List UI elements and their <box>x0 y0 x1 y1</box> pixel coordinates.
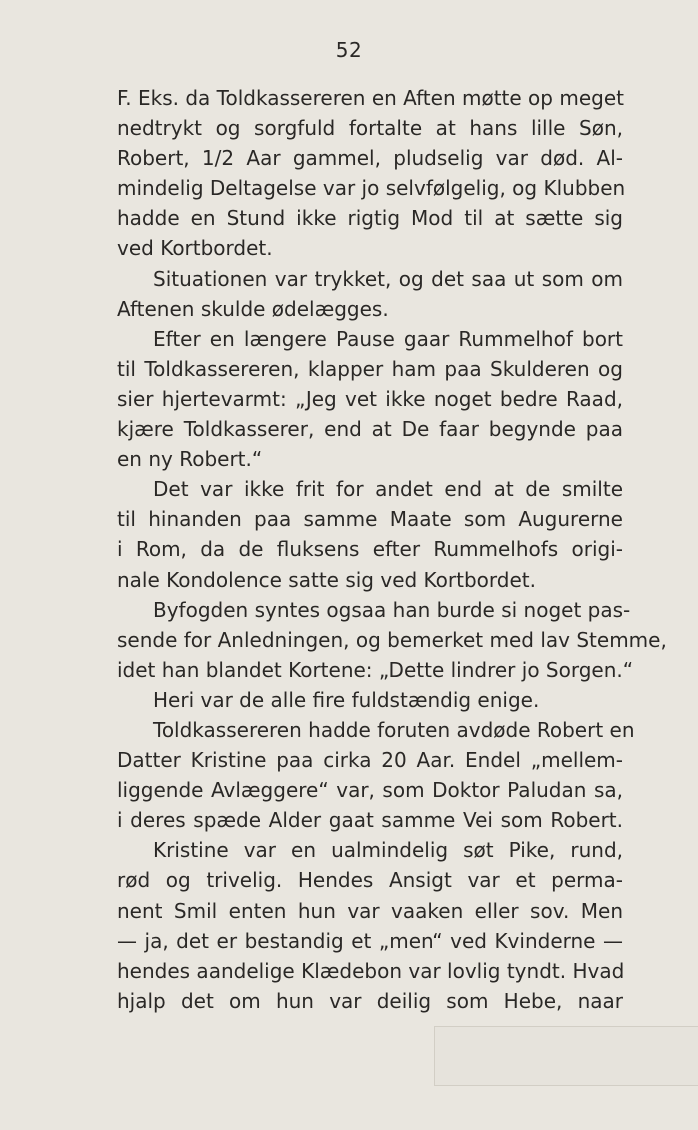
text-line: Kristine var en ualmindelig søt Pike, rund, <box>153 838 623 863</box>
text-line: Datter Kristine paa cirka 20 Aar. Endel „mellem- <box>117 748 623 773</box>
text-line: i Rom, da de fluksens efter Rummelhofs origi- <box>117 537 623 562</box>
text-line: til Toldkassereren, klapper ham paa Skulderen og <box>117 356 623 381</box>
text-line: nedtrykt og sorgfuld fortalte at hans lille Søn, <box>117 116 623 141</box>
text-line: hjalp det om hun var deilig som Hebe, naar <box>117 988 623 1013</box>
text-line: nent Smil enten hun var vaaken eller sov. Men <box>117 898 623 923</box>
scan-margin-box <box>434 1026 698 1086</box>
text-line: F. Eks. da Toldkassereren en Aften møtte op meget <box>117 86 624 110</box>
text-line: Toldkassereren hadde foruten avdøde Robert en <box>153 717 635 742</box>
text-line: kjære Toldkasserer, end at De faar begynde paa <box>117 417 623 442</box>
body-text <box>117 83 667 1016</box>
text-line: i deres spæde Alder gaat samme Vei som Robert. <box>117 808 623 833</box>
text-line: til hinanden paa samme Maate som Augurerne <box>117 507 623 532</box>
text-line: Efter en længere Pause gaar Rummelhof bort <box>153 326 623 351</box>
text-line: — ja, det er bestandig et „men“ ved Kvinderne — <box>117 928 623 953</box>
text-line: liggende Avlæggere“ var, som Doktor Paludan sa, <box>117 778 623 803</box>
page-number: 52 <box>335 38 363 62</box>
text-line: Aftenen skulde ødelægges. <box>117 296 389 321</box>
text-line: mindelig Deltagelse var jo selvfølgelig, og Klubben <box>117 176 626 201</box>
text-line: rød og trivelig. Hendes Ansigt var et perma- <box>117 868 623 893</box>
text-line: sier hjertevarmt: „Jeg vet ikke noget bedre Raad, <box>117 386 623 411</box>
text-line: en ny Robert.“ <box>117 447 263 472</box>
text-line: Situationen var trykket, og det saa ut som om <box>153 266 623 291</box>
text-line: ved Kortbordet. <box>117 236 273 261</box>
text-line: idet han blandet Kortene: „Dette lindrer jo Sorgen.“ <box>117 657 634 682</box>
text-line: Robert, 1/2 Aar gammel, pludselig var død. Al- <box>117 146 623 171</box>
text-line: Byfogden syntes ogsaa han burde si noget pas- <box>153 597 631 622</box>
text-line: Det var ikke frit for andet end at de smilte <box>153 477 623 502</box>
text-line: sende for Anledningen, og bemerket med lav Stemme, <box>117 627 667 652</box>
text-line: Heri var de alle fire fuldstændig enige. <box>153 687 540 712</box>
text-line: hadde en Stund ikke rigtig Mod til at sætte sig <box>117 206 623 231</box>
text-line: nale Kondolence satte sig ved Kortbordet. <box>117 567 536 592</box>
text-line: hendes aandelige Klædebon var lovlig tyndt. Hvad <box>117 958 625 983</box>
